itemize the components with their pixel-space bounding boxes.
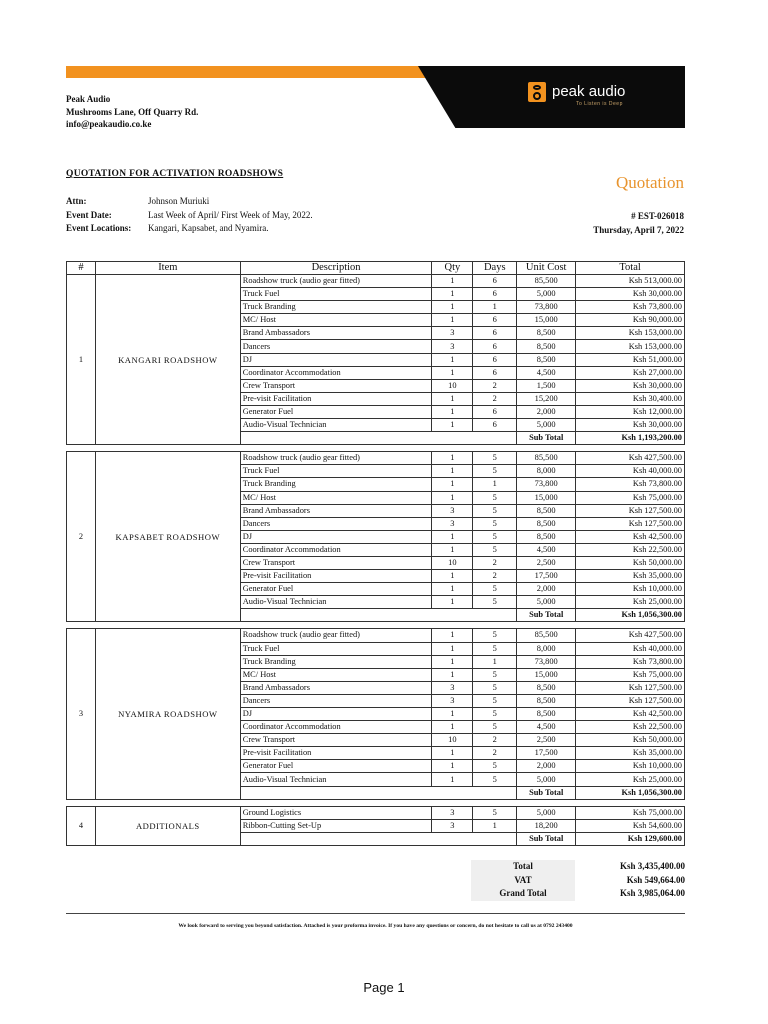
qty-cell: 3 <box>432 517 473 530</box>
unit-cost-cell: 8,500 <box>517 353 576 366</box>
unit-cost-cell: 8,000 <box>517 642 576 655</box>
total-cell: Ksh 22,500.00 <box>576 721 685 734</box>
total-cell: Ksh 75,000.00 <box>576 806 685 819</box>
totals-block <box>471 860 685 901</box>
qty-cell: 1 <box>432 530 473 543</box>
description-cell: Roadshow truck (audio gear fitted) <box>240 452 432 465</box>
group-name: KANGARI ROADSHOW <box>95 275 240 445</box>
peak-audio-logo <box>528 82 626 107</box>
days-cell: 6 <box>473 353 517 366</box>
days-cell: 5 <box>473 596 517 609</box>
description-cell: Crew Transport <box>240 556 432 569</box>
description-cell: Brand Ambassadors <box>240 327 432 340</box>
doc-ref <box>593 209 684 237</box>
description-cell: Coordinator Accommodation <box>240 366 432 379</box>
days-cell: 2 <box>473 747 517 760</box>
unit-cost-cell: 15,000 <box>517 491 576 504</box>
header-qty: Qty <box>432 262 473 275</box>
days-cell: 1 <box>473 655 517 668</box>
footer-note: We look forward to serving you beyond satisfaction. Attached is your proforma invoice. If you have any questions or concern, do not hesitate to call us at 0792 243400 <box>178 923 573 929</box>
group-spacer <box>67 799 685 806</box>
unit-cost-cell: 8,500 <box>517 504 576 517</box>
days-cell: 5 <box>473 543 517 556</box>
subtotal-blank <box>240 786 516 799</box>
days-cell: 2 <box>473 392 517 405</box>
total-cell: Ksh 25,000.00 <box>576 773 685 786</box>
unit-cost-cell: 17,500 <box>517 570 576 583</box>
total-value: Ksh 3,435,400.00 <box>619 861 685 871</box>
unit-cost-cell: 2,000 <box>517 760 576 773</box>
qty-cell: 1 <box>432 747 473 760</box>
unit-cost-cell: 18,200 <box>517 819 576 832</box>
days-cell: 2 <box>473 570 517 583</box>
header-orange-stripe <box>66 66 446 78</box>
total-cell: Ksh 30,400.00 <box>576 392 685 405</box>
days-cell: 5 <box>473 806 517 819</box>
qty-cell: 1 <box>432 708 473 721</box>
days-cell: 5 <box>473 760 517 773</box>
description-cell: Audio-Visual Technician <box>240 596 432 609</box>
unit-cost-cell: 15,000 <box>517 668 576 681</box>
description-cell: Truck Branding <box>240 655 432 668</box>
unit-cost-cell: 85,500 <box>517 452 576 465</box>
qty-cell: 1 <box>432 275 473 288</box>
description-cell: Audio-Visual Technician <box>240 419 432 432</box>
subtotal-value: Ksh 1,056,300.00 <box>576 786 685 799</box>
qty-cell: 3 <box>432 694 473 707</box>
total-cell: Ksh 25,000.00 <box>576 596 685 609</box>
unit-cost-cell: 85,500 <box>517 275 576 288</box>
description-cell: Truck Branding <box>240 478 432 491</box>
unit-cost-cell: 8,500 <box>517 517 576 530</box>
grand-total-label: Grand Total <box>471 887 575 901</box>
unit-cost-cell: 2,500 <box>517 734 576 747</box>
header-days: Days <box>473 262 517 275</box>
description-cell: Ground Logistics <box>240 806 432 819</box>
qty-cell: 10 <box>432 734 473 747</box>
unit-cost-cell: 17,500 <box>517 747 576 760</box>
grand-total-value: Ksh 3,985,064.00 <box>619 888 685 898</box>
attn-value: Johnson Muriuki <box>148 196 210 206</box>
qty-cell: 1 <box>432 721 473 734</box>
subtotal-value: Ksh 1,056,300.00 <box>576 609 685 622</box>
total-cell: Ksh 127,500.00 <box>576 694 685 707</box>
total-cell: Ksh 153,000.00 <box>576 340 685 353</box>
qty-cell: 1 <box>432 655 473 668</box>
description-cell: Truck Fuel <box>240 465 432 478</box>
qty-cell: 1 <box>432 301 473 314</box>
total-cell: Ksh 127,500.00 <box>576 517 685 530</box>
total-cell: Ksh 127,500.00 <box>576 681 685 694</box>
total-cell: Ksh 73,800.00 <box>576 655 685 668</box>
unit-cost-cell: 4,500 <box>517 721 576 734</box>
page-number: Page 1 <box>363 980 405 995</box>
description-cell: Truck Branding <box>240 301 432 314</box>
qty-cell: 1 <box>432 642 473 655</box>
qty-cell: 3 <box>432 681 473 694</box>
company-block <box>66 93 198 131</box>
qty-cell: 3 <box>432 340 473 353</box>
footer-divider <box>66 913 685 914</box>
days-cell: 1 <box>473 478 517 491</box>
qty-cell: 1 <box>432 419 473 432</box>
unit-cost-cell: 15,000 <box>517 314 576 327</box>
header-description: Description <box>240 262 432 275</box>
days-cell: 5 <box>473 629 517 642</box>
group-number: 2 <box>67 452 96 622</box>
subtotal-blank <box>240 832 516 845</box>
days-cell: 6 <box>473 419 517 432</box>
description-cell: Roadshow truck (audio gear fitted) <box>240 629 432 642</box>
days-cell: 5 <box>473 773 517 786</box>
subtotal-blank <box>240 432 516 445</box>
qty-cell: 3 <box>432 819 473 832</box>
days-cell: 6 <box>473 340 517 353</box>
unit-cost-cell: 5,000 <box>517 419 576 432</box>
unit-cost-cell: 8,500 <box>517 708 576 721</box>
qty-cell: 1 <box>432 353 473 366</box>
spacer-cell <box>67 445 685 452</box>
total-cell: Ksh 75,000.00 <box>576 491 685 504</box>
total-label: Total <box>471 860 575 874</box>
group-name: NYAMIRA ROADSHOW <box>95 629 240 799</box>
total-row <box>471 860 685 874</box>
days-cell: 5 <box>473 517 517 530</box>
client-meta <box>66 195 313 236</box>
days-cell: 5 <box>473 708 517 721</box>
unit-cost-cell: 4,500 <box>517 366 576 379</box>
company-name: Peak Audio <box>66 94 111 104</box>
total-cell: Ksh 427,500.00 <box>576 452 685 465</box>
event-date-value: Last Week of April/ First Week of May, 2022. <box>148 209 313 220</box>
total-cell: Ksh 30,000.00 <box>576 419 685 432</box>
unit-cost-cell: 5,000 <box>517 596 576 609</box>
days-cell: 2 <box>473 379 517 392</box>
unit-cost-cell: 2,000 <box>517 405 576 418</box>
total-cell: Ksh 73,800.00 <box>576 301 685 314</box>
description-cell: Truck Fuel <box>240 288 432 301</box>
group-spacer <box>67 445 685 452</box>
days-cell: 5 <box>473 452 517 465</box>
header-num: # <box>67 262 96 275</box>
description-cell: Crew Transport <box>240 734 432 747</box>
group-name: KAPSABET ROADSHOW <box>95 452 240 622</box>
total-cell: Ksh 54,600.00 <box>576 819 685 832</box>
total-cell: Ksh 513,000.00 <box>576 275 685 288</box>
table-header-row <box>67 262 685 275</box>
subtotal-label: Sub Total <box>517 832 576 845</box>
qty-cell: 1 <box>432 629 473 642</box>
days-cell: 5 <box>473 642 517 655</box>
unit-cost-cell: 8,000 <box>517 465 576 478</box>
unit-cost-cell: 5,000 <box>517 773 576 786</box>
total-cell: Ksh 27,000.00 <box>576 366 685 379</box>
description-cell: DJ <box>240 353 432 366</box>
unit-cost-cell: 8,500 <box>517 694 576 707</box>
document-title: QUOTATION FOR ACTIVATION ROADSHOWS <box>66 169 284 179</box>
company-address: Mushrooms Lane, Off Quarry Rd. <box>66 106 199 117</box>
header-total: Total <box>576 262 685 275</box>
total-cell: Ksh 153,000.00 <box>576 327 685 340</box>
days-cell: 6 <box>473 275 517 288</box>
unit-cost-cell: 8,500 <box>517 681 576 694</box>
header-unit-cost: Unit Cost <box>517 262 576 275</box>
description-cell: Dancers <box>240 694 432 707</box>
qty-cell: 1 <box>432 491 473 504</box>
unit-cost-cell: 2,500 <box>517 556 576 569</box>
description-cell: Dancers <box>240 340 432 353</box>
logo-text: peak audio <box>552 83 626 100</box>
qty-cell: 3 <box>432 504 473 517</box>
total-cell: Ksh 40,000.00 <box>576 465 685 478</box>
qty-cell: 10 <box>432 379 473 392</box>
company-email: info@peakaudio.co.ke <box>66 119 152 129</box>
description-cell: Generator Fuel <box>240 760 432 773</box>
description-cell: Pre-visit Facilitation <box>240 392 432 405</box>
total-cell: Ksh 50,000.00 <box>576 734 685 747</box>
qty-cell: 1 <box>432 392 473 405</box>
vat-value: Ksh 549,664.00 <box>626 874 685 885</box>
total-cell: Ksh 42,500.00 <box>576 708 685 721</box>
table-row <box>67 452 685 465</box>
description-cell: DJ <box>240 530 432 543</box>
total-cell: Ksh 12,000.00 <box>576 405 685 418</box>
qty-cell: 10 <box>432 556 473 569</box>
total-cell: Ksh 42,500.00 <box>576 530 685 543</box>
total-cell: Ksh 30,000.00 <box>576 379 685 392</box>
table-row <box>67 806 685 819</box>
attn-label: Attn: <box>66 196 87 206</box>
total-cell: Ksh 127,500.00 <box>576 504 685 517</box>
total-cell: Ksh 90,000.00 <box>576 314 685 327</box>
event-locations-value: Kangari, Kapsabet, and Nyamira. <box>148 223 269 233</box>
spacer-cell <box>67 622 685 629</box>
unit-cost-cell: 8,500 <box>517 327 576 340</box>
total-cell: Ksh 73,800.00 <box>576 478 685 491</box>
description-cell: Truck Fuel <box>240 642 432 655</box>
description-cell: Pre-visit Facilitation <box>240 747 432 760</box>
days-cell: 1 <box>473 819 517 832</box>
qty-cell: 1 <box>432 570 473 583</box>
qty-cell: 1 <box>432 760 473 773</box>
subtotal-value: Ksh 129,600.00 <box>576 832 685 845</box>
description-cell: Generator Fuel <box>240 405 432 418</box>
description-cell: MC/ Host <box>240 314 432 327</box>
description-cell: Crew Transport <box>240 379 432 392</box>
qty-cell: 1 <box>432 288 473 301</box>
total-cell: Ksh 10,000.00 <box>576 760 685 773</box>
grand-total-row <box>471 887 685 901</box>
subtotal-value: Ksh 1,193,200.00 <box>576 432 685 445</box>
total-cell: Ksh 35,000.00 <box>576 570 685 583</box>
days-cell: 5 <box>473 583 517 596</box>
group-number: 3 <box>67 629 96 799</box>
total-cell: Ksh 427,500.00 <box>576 629 685 642</box>
logo-tagline: To Listen is Deep <box>576 101 623 107</box>
unit-cost-cell: 1,500 <box>517 379 576 392</box>
qty-cell: 3 <box>432 806 473 819</box>
total-cell: Ksh 50,000.00 <box>576 556 685 569</box>
unit-cost-cell: 8,500 <box>517 340 576 353</box>
unit-cost-cell: 15,200 <box>517 392 576 405</box>
description-cell: Coordinator Accommodation <box>240 721 432 734</box>
unit-cost-cell: 4,500 <box>517 543 576 556</box>
qty-cell: 1 <box>432 366 473 379</box>
qty-cell: 1 <box>432 583 473 596</box>
vat-label: VAT <box>471 874 575 888</box>
table-row <box>67 275 685 288</box>
unit-cost-cell: 5,000 <box>517 288 576 301</box>
qty-cell: 1 <box>432 314 473 327</box>
total-cell: Ksh 40,000.00 <box>576 642 685 655</box>
unit-cost-cell: 73,800 <box>517 301 576 314</box>
days-cell: 2 <box>473 556 517 569</box>
days-cell: 2 <box>473 734 517 747</box>
qty-cell: 1 <box>432 773 473 786</box>
description-cell: MC/ Host <box>240 668 432 681</box>
document-label: Quotation <box>616 173 684 192</box>
vat-row <box>471 874 685 888</box>
days-cell: 6 <box>473 288 517 301</box>
description-cell: Generator Fuel <box>240 583 432 596</box>
days-cell: 5 <box>473 504 517 517</box>
days-cell: 5 <box>473 721 517 734</box>
unit-cost-cell: 85,500 <box>517 629 576 642</box>
quote-number: # EST-026018 <box>631 211 684 221</box>
qty-cell: 1 <box>432 543 473 556</box>
unit-cost-cell: 8,500 <box>517 530 576 543</box>
header-item: Item <box>95 262 240 275</box>
event-locations-label: Event Locations: <box>66 223 132 233</box>
total-cell: Ksh 22,500.00 <box>576 543 685 556</box>
event-date-label: Event Date: <box>66 209 112 220</box>
total-cell: Ksh 51,000.00 <box>576 353 685 366</box>
days-cell: 5 <box>473 465 517 478</box>
qty-cell: 3 <box>432 327 473 340</box>
qty-cell: 1 <box>432 478 473 491</box>
qty-cell: 1 <box>432 465 473 478</box>
total-cell: Ksh 75,000.00 <box>576 668 685 681</box>
quotation-table <box>66 261 685 846</box>
speaker-icon <box>528 82 546 102</box>
unit-cost-cell: 73,800 <box>517 655 576 668</box>
description-cell: Coordinator Accommodation <box>240 543 432 556</box>
description-cell: Pre-visit Facilitation <box>240 570 432 583</box>
qty-cell: 1 <box>432 668 473 681</box>
days-cell: 5 <box>473 491 517 504</box>
spacer-cell <box>67 799 685 806</box>
qty-cell: 1 <box>432 452 473 465</box>
days-cell: 5 <box>473 530 517 543</box>
description-cell: DJ <box>240 708 432 721</box>
description-cell: Brand Ambassadors <box>240 681 432 694</box>
days-cell: 6 <box>473 327 517 340</box>
unit-cost-cell: 73,800 <box>517 478 576 491</box>
total-cell: Ksh 35,000.00 <box>576 747 685 760</box>
group-number: 1 <box>67 275 96 445</box>
description-cell: Ribbon-Cutting Set-Up <box>240 819 432 832</box>
quote-date: Thursday, April 7, 2022 <box>593 225 684 235</box>
total-cell: Ksh 10,000.00 <box>576 583 685 596</box>
qty-cell: 1 <box>432 405 473 418</box>
days-cell: 1 <box>473 301 517 314</box>
days-cell: 6 <box>473 366 517 379</box>
group-name: ADDITIONALS <box>95 806 240 845</box>
description-cell: MC/ Host <box>240 491 432 504</box>
days-cell: 6 <box>473 314 517 327</box>
days-cell: 5 <box>473 681 517 694</box>
days-cell: 6 <box>473 405 517 418</box>
group-spacer <box>67 622 685 629</box>
description-cell: Roadshow truck (audio gear fitted) <box>240 275 432 288</box>
unit-cost-cell: 5,000 <box>517 806 576 819</box>
subtotal-blank <box>240 609 516 622</box>
days-cell: 5 <box>473 694 517 707</box>
description-cell: Audio-Visual Technician <box>240 773 432 786</box>
description-cell: Dancers <box>240 517 432 530</box>
subtotal-label: Sub Total <box>517 609 576 622</box>
subtotal-label: Sub Total <box>517 432 576 445</box>
days-cell: 5 <box>473 668 517 681</box>
table-row <box>67 629 685 642</box>
unit-cost-cell: 2,000 <box>517 583 576 596</box>
qty-cell: 1 <box>432 596 473 609</box>
subtotal-label: Sub Total <box>517 786 576 799</box>
total-cell: Ksh 30,000.00 <box>576 288 685 301</box>
description-cell: Brand Ambassadors <box>240 504 432 517</box>
group-number: 4 <box>67 806 96 845</box>
